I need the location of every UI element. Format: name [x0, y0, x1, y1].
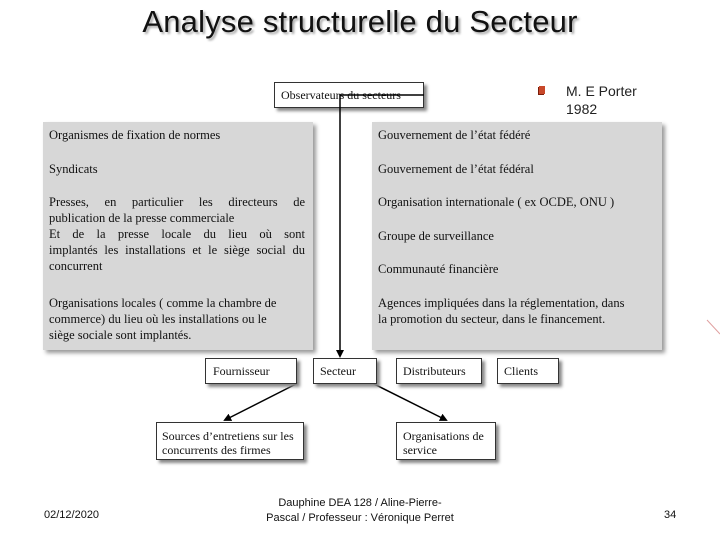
local-org-line: siège sociale sont implantés. — [49, 328, 192, 342]
sources-line: Sources d’entretiens sur les — [162, 429, 294, 443]
footer-author-line: Dauphine DEA 128 / Aline-Pierre- — [278, 497, 442, 509]
press-line: Presses, en particulier les directeurs de — [49, 195, 305, 209]
page-number: 34 — [664, 509, 677, 521]
local-org-line: commerce) du lieu où les installations ou le — [49, 312, 267, 326]
service-line: Organisations de — [403, 429, 484, 443]
press-line: publication de la presse commerciale — [49, 211, 235, 225]
footer-center — [220, 496, 500, 526]
porter-year: 1982 — [566, 101, 598, 117]
right-item-state-government: Gouvernement de l’état fédéré — [378, 128, 531, 142]
right-item-federal-government: Gouvernement de l’état fédéral — [378, 162, 534, 176]
observers-to-sector-arrow — [340, 95, 424, 356]
observers-label: Observateurs du secteurs — [281, 88, 401, 102]
local-org-line: Organisations locales ( comme la chambre de — [49, 296, 277, 310]
service-line: service — [403, 443, 437, 457]
left-item-unions: Syndicats — [49, 162, 98, 176]
sector-label: Secteur — [320, 364, 356, 378]
sector-box — [313, 358, 377, 384]
clients-label: Clients — [504, 364, 539, 378]
agencies-line: Agences impliquées dans la réglementation, dans — [378, 296, 625, 310]
porter-author: M. E Porter — [566, 83, 637, 99]
sources-box — [156, 422, 304, 460]
right-item-financial-community: Communauté financière — [378, 262, 499, 276]
agencies-line: la promotion du secteur, dans le financement. — [378, 312, 606, 326]
service-box — [396, 422, 496, 460]
press-line: implantés les installations et le siège social du — [49, 243, 305, 257]
footer-date: 02/12/2020 — [44, 509, 100, 521]
clients-box — [497, 358, 559, 384]
edge-mark-line — [707, 320, 720, 334]
sector-to-service-arrow — [372, 383, 446, 420]
slide-title: Analyse structurelle du Secteur — [142, 4, 578, 39]
sector-to-sources-arrow — [225, 383, 298, 420]
press-line: concurrent — [49, 259, 103, 273]
supplier-label: Fournisseur — [213, 364, 270, 378]
distributors-box — [396, 358, 482, 384]
sources-line: concurrents des firmes — [162, 443, 271, 457]
footer-professor-line: Pascal / Professeur : Véronique Perret — [266, 512, 454, 524]
distributors-label: Distributeurs — [403, 364, 466, 378]
press-line: Et de la presse locale du lieu où sont — [49, 227, 305, 241]
right-item-international-organisation: Organisation internationale ( ex OCDE, ONU ) — [378, 195, 615, 209]
supplier-box — [205, 358, 297, 384]
right-item-watch-group: Groupe de surveillance — [378, 229, 494, 243]
left-item-standards-bodies: Organismes de fixation de normes — [49, 128, 221, 142]
